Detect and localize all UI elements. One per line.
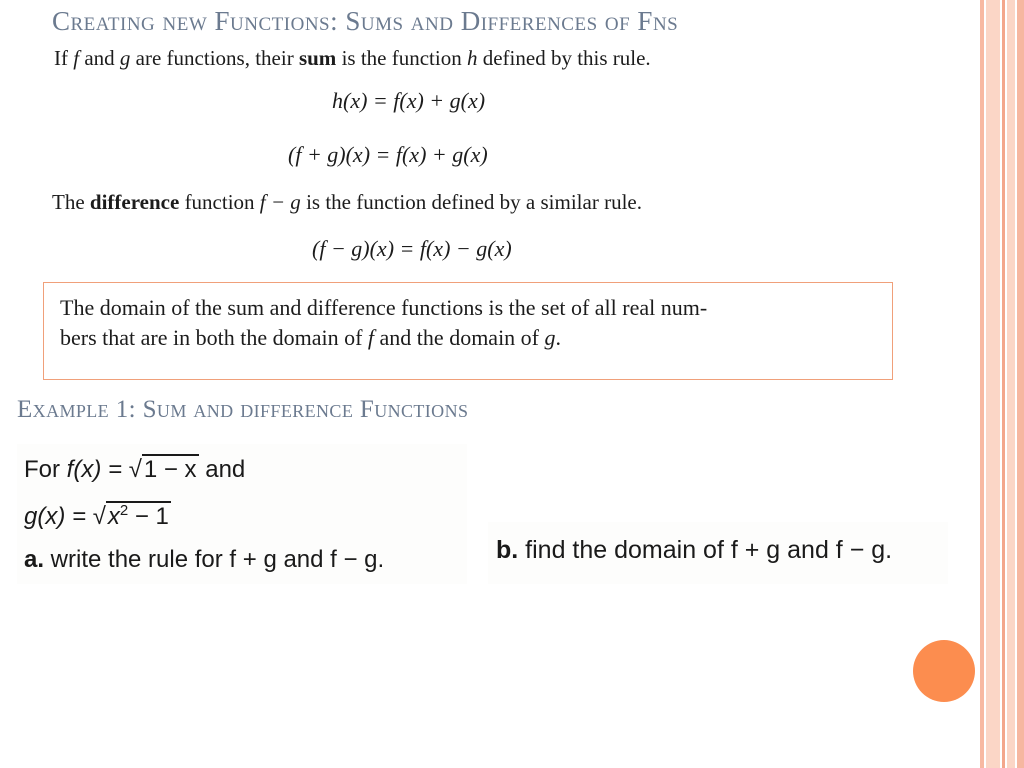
sqrt-symbol: √ <box>92 503 106 530</box>
g-definition: $g(x) = √x^2 - 1$ <box>24 502 169 530</box>
sqrt-symbol: √ <box>128 456 142 483</box>
sum-definition: If f and g are functions, their sum is the function h defined by this rule. <box>54 46 651 70</box>
f-definition: For f(x) = √1 − x and <box>24 456 246 483</box>
domain-note-box <box>43 282 893 380</box>
accent-circle <box>913 640 975 702</box>
part-a: a. write the rule for f + g and f − g. <box>24 546 385 573</box>
example-panel <box>17 444 467 584</box>
sum-equation: (f + g)(x) = f(x) + g(x) <box>288 142 488 167</box>
example-title: Example 1: Sum and difference Functions <box>17 396 469 423</box>
sum-equation-h: h(x) = f(x) + g(x) <box>332 88 486 113</box>
part-b-panel <box>488 522 948 584</box>
difference-definition: The difference function f − g is the function defined by a similar rule. <box>52 190 642 214</box>
domain-note-line-1: The domain of the sum and difference functions is the set of all real num- <box>60 295 708 320</box>
difference-equation: (f − g)(x) = f(x) − g(x) <box>312 236 512 261</box>
decorative-stripes <box>980 0 1024 768</box>
slide-title: Creating new Functions: Sums and Differences of Fns <box>52 6 679 36</box>
domain-note-line-2: bers that are in both the domain of f and the domain of g. <box>60 325 562 350</box>
part-b: b. find the domain of f + g and f − g. <box>496 536 893 564</box>
